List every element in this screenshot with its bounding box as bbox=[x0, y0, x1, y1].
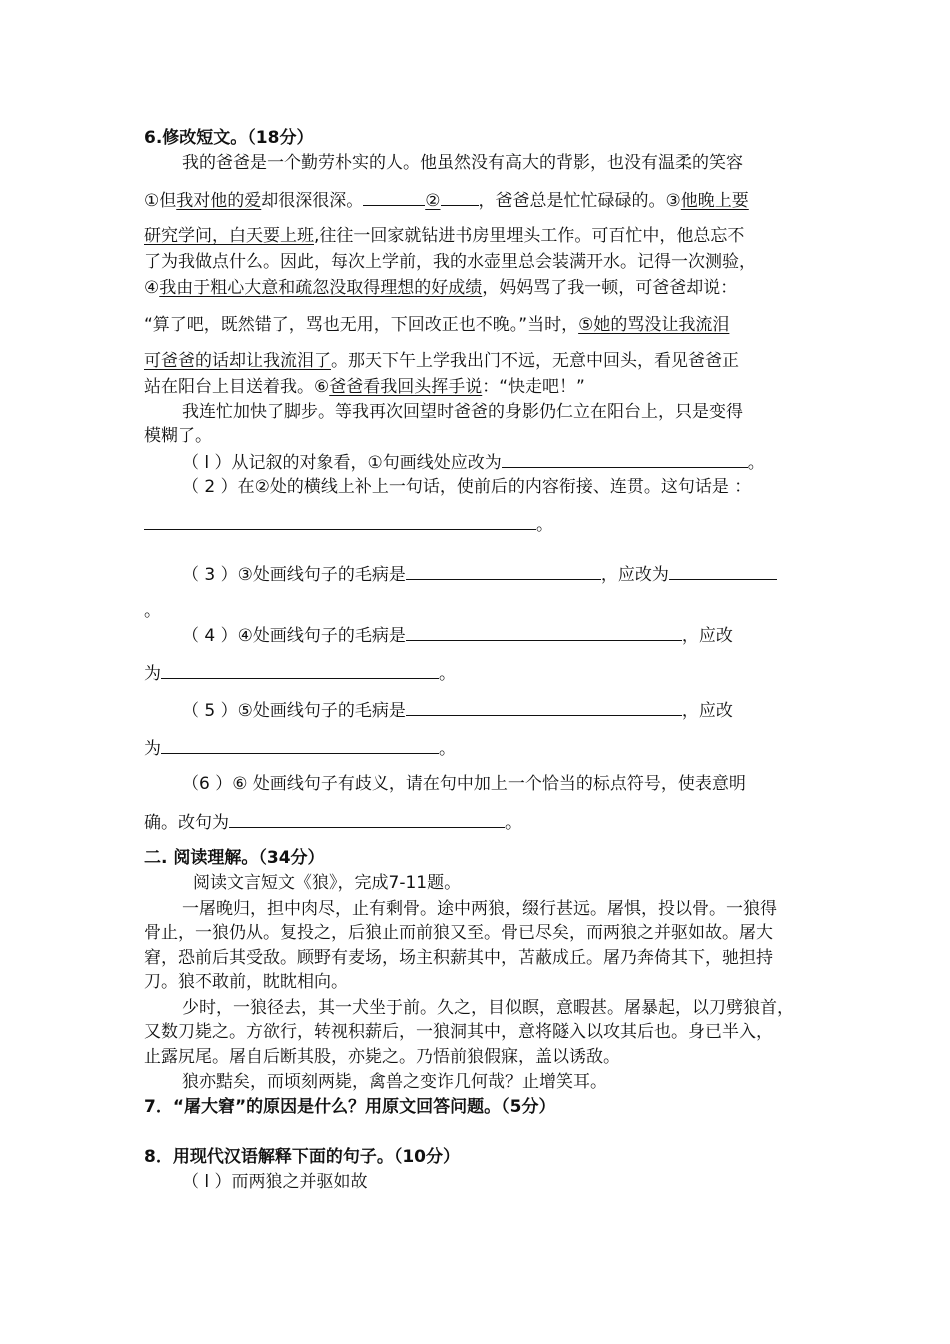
text: ，妈妈骂了我一顿，可爸爸却说： bbox=[482, 278, 738, 298]
classical-text-line: 少时，一狼径去，其一犬坐于前。久之，目似瞑，意暇甚。屠暴起，以刀劈狼首， bbox=[182, 998, 794, 1018]
passage-line bbox=[144, 375, 585, 399]
question-6-title: 6.修改短文。（18分） bbox=[144, 128, 314, 148]
text: ，应改为 bbox=[600, 565, 669, 585]
sub-question-2-answer bbox=[144, 512, 553, 537]
answer-blank[interactable] bbox=[406, 562, 601, 580]
classical-text-line: 窘，恐前后其受敌。顾野有麦场，场主积薪其中，苫蔽成丘。屠乃奔倚其下，驰担持 bbox=[144, 948, 773, 968]
text: ，爸爸总是忙忙碌碌的。③ bbox=[478, 191, 681, 211]
answer-blank[interactable] bbox=[669, 562, 777, 580]
sub-question-5 bbox=[182, 698, 733, 723]
text: ,往往一回家就钻进书房里埋头工作。可百忙中，他总忘不 bbox=[314, 226, 745, 246]
text: 为 bbox=[144, 664, 161, 684]
sub-question-text: （ 4 ）④处画线句子的毛病是 bbox=[182, 626, 406, 646]
text: ④ bbox=[144, 278, 160, 298]
classical-text-line: 一屠晚归，担中肉尽，止有剩骨。途中两狼，缀行甚远。屠惧，投以骨。一狼得 bbox=[182, 899, 777, 919]
blank-line bbox=[363, 188, 425, 206]
underlined-sentence-3: 研究学问，白天要上班 bbox=[144, 226, 314, 246]
blank-2-marker: ② bbox=[425, 191, 441, 211]
sub-question-4-answer bbox=[144, 661, 456, 686]
answer-blank[interactable] bbox=[144, 512, 536, 530]
text: 确。改句为 bbox=[144, 813, 229, 833]
sub-question-text: （ l ）从记叙的对象看，①句画线处应改为 bbox=[182, 453, 502, 473]
underlined-sentence-1: 我对他的爱 bbox=[176, 191, 262, 211]
sub-question-3 bbox=[182, 562, 777, 587]
passage-line: 我连忙加快了脚步。等我再次回望时爸爸的身影仍仁立在阳台上，只是变得 bbox=[182, 402, 743, 422]
question-7: 7．“屠大窘”的原因是什么？用原文回答问题。（5分） bbox=[144, 1097, 556, 1117]
answer-blank[interactable] bbox=[161, 661, 439, 679]
period: 。 bbox=[536, 515, 553, 535]
text: 站在阳台上目送着我。⑥ bbox=[144, 377, 330, 397]
underlined-sentence-3: 他晚上要 bbox=[680, 191, 749, 211]
passage-line: 了为我做点什么。因此，每次上学前，我的水壶里总会装满开水。记得一次测验， bbox=[144, 252, 756, 272]
passage-line bbox=[144, 276, 737, 300]
text: 。那天下午上学我出门不远，无意中回头，看见爸爸正 bbox=[331, 351, 739, 371]
sub-question-1 bbox=[182, 450, 765, 475]
sub-question-5-answer bbox=[144, 736, 456, 761]
classical-text-line: 止露尻尾。屠自后断其股，亦毙之。乃悟前狼假寐，盖以诱敌。 bbox=[144, 1047, 620, 1067]
text: ：“快走吧！” bbox=[482, 377, 585, 397]
passage-line: 我的爸爸是一个勤劳朴实的人。他虽然没有高大的背影，也没有温柔的笑容 bbox=[182, 153, 743, 173]
period: 。 bbox=[439, 739, 456, 759]
text: ①但 bbox=[144, 191, 177, 211]
sub-question-6: （6 ）⑥ 处画线句子有歧义，请在句中加上一个恰当的标点符号，使表意明 bbox=[182, 774, 746, 794]
reading-intro: 阅读文言短文《狼》，完成7-11题。 bbox=[193, 873, 462, 893]
section-2-title: 二. 阅读理解。（34分） bbox=[144, 848, 325, 868]
period: 。 bbox=[747, 453, 765, 473]
sub-question-2: （ 2 ）在②处的横线上补上一句话，使前后的内容衔接、连贯。这句话是 ： bbox=[182, 477, 752, 497]
sub-question-6-answer bbox=[144, 810, 522, 835]
classical-text-line: 又数刀毙之。方欲行，转视积薪后，一狼洞其中，意将隧入以攻其后也。身已半入， bbox=[144, 1022, 773, 1042]
sub-question-text: （ 3 ）③处画线句子的毛病是 bbox=[182, 565, 406, 585]
underlined-sentence-6: 爸爸看我回头挥手说 bbox=[329, 377, 483, 397]
sub-question-text: （ 5 ）⑤处画线句子的毛病是 bbox=[182, 701, 406, 721]
period: 。 bbox=[439, 664, 456, 684]
answer-blank[interactable] bbox=[406, 698, 682, 716]
text: ，应改 bbox=[681, 626, 733, 646]
text: “算了吧，既然错了，骂也无用，下回改正也不晚。”当时， bbox=[144, 315, 579, 335]
question-8: 8．用现代汉语解释下面的句子。（10分） bbox=[144, 1147, 460, 1167]
question-8-part-1: （ l ）而两狼之并驱如故 bbox=[182, 1172, 368, 1192]
classical-text-line: 狼亦黠矣，而顷刻两毙，禽兽之变诈几何哉？止增笑耳。 bbox=[182, 1072, 607, 1092]
passage-line bbox=[144, 349, 739, 373]
classical-text-line: 刀。狼不敢前，眈眈相向。 bbox=[144, 972, 348, 992]
underlined-sentence-4: 我由于粗心大意和疏忽没取得理想的好成绩 bbox=[159, 278, 483, 298]
underlined-sentence-5: 可爸爸的话却让我流泪了 bbox=[144, 351, 331, 371]
passage-line bbox=[144, 188, 749, 213]
answer-blank[interactable] bbox=[502, 450, 748, 468]
classical-text-line: 骨止，一狼仍从。复投之，后狼止而前狼又至。骨已尽矣，而两狼之并驱如故。屠大 bbox=[144, 923, 773, 943]
text: ，应改 bbox=[681, 701, 733, 721]
underlined-sentence-5: ⑤她的骂没让我流泪 bbox=[578, 315, 730, 335]
blank-line bbox=[441, 188, 479, 206]
passage-line bbox=[144, 224, 744, 248]
period: 。 bbox=[505, 813, 522, 833]
answer-blank[interactable] bbox=[406, 623, 682, 641]
answer-blank[interactable] bbox=[161, 736, 439, 754]
passage-line bbox=[144, 313, 729, 337]
text: 为 bbox=[144, 739, 161, 759]
answer-blank[interactable] bbox=[229, 810, 505, 828]
sub-question-4 bbox=[182, 623, 733, 648]
passage-line: 模糊了。 bbox=[144, 426, 212, 446]
period: 。 bbox=[144, 601, 161, 621]
text: 却很深很深。 bbox=[261, 191, 364, 211]
